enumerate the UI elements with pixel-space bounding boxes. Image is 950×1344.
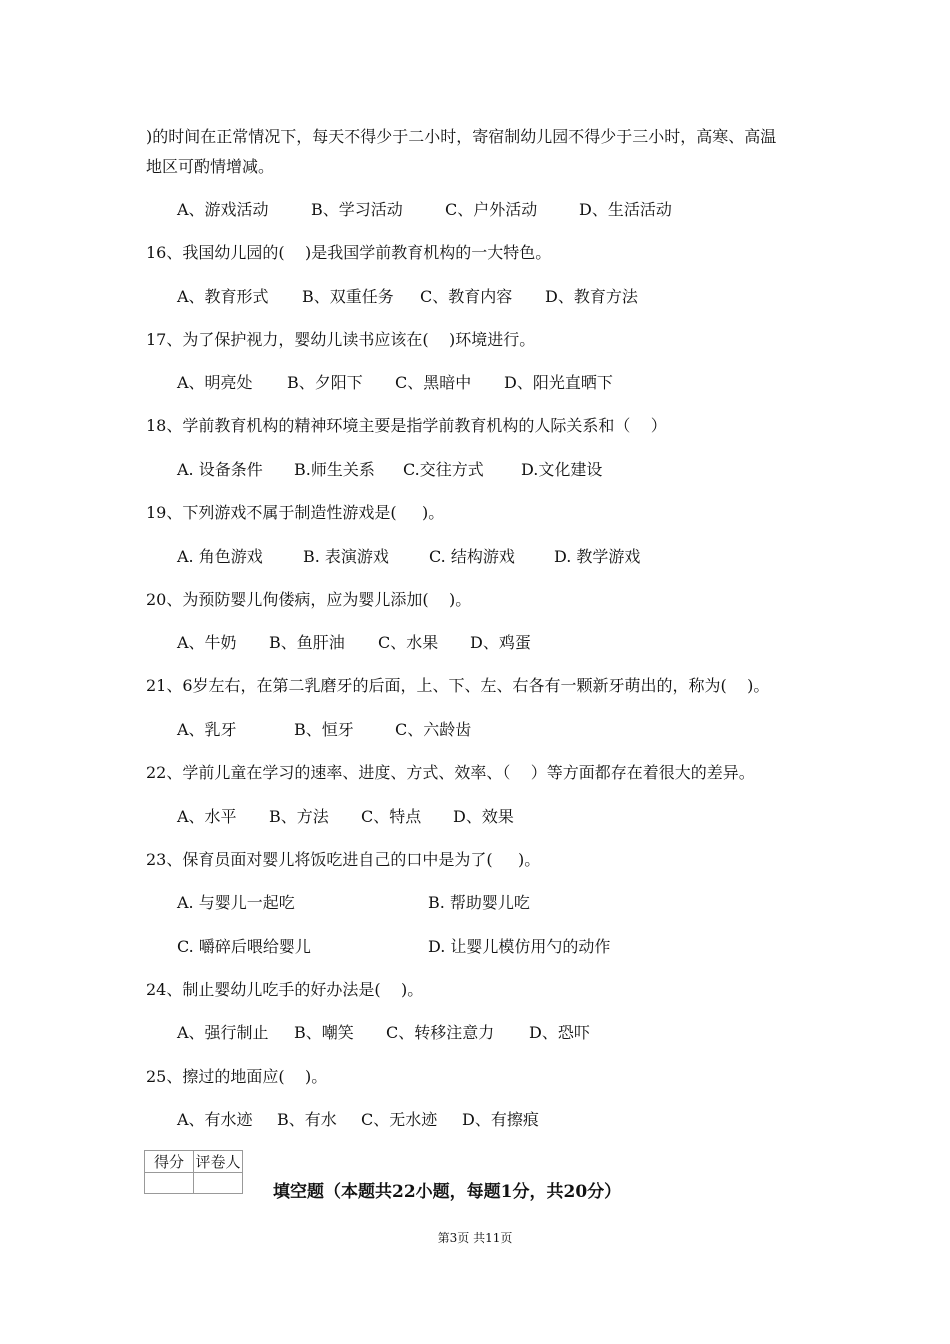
q16-option-b: B、双重任务 — [302, 287, 394, 306]
q17-option-c: C、黑暗中 — [395, 373, 472, 392]
q21-option-a: A、乳牙 — [177, 720, 237, 739]
q24-option-c: C、转移注意力 — [386, 1023, 495, 1042]
q20-stem: 20、为预防婴儿佝偻病，应为婴儿添加( )。 — [146, 590, 472, 609]
q22-stem: 22、学前儿童在学习的速率、进度、方式、效率、（ ）等方面都存在着很大的差异。 — [146, 763, 755, 782]
q24-option-b: B、嘲笑 — [294, 1023, 354, 1042]
q23-stem: 23、保育员面对婴儿将饭吃进自己的口中是为了( )。 — [146, 850, 541, 869]
q16-stem: 16、我国幼儿园的( )是我国学前教育机构的一大特色。 — [146, 243, 552, 262]
q15-option-d: D、生活活动 — [579, 200, 672, 219]
q23-option-a: A. 与婴儿一起吃 — [177, 893, 295, 912]
q25-stem: 25、擦过的地面应( )。 — [146, 1067, 328, 1086]
q21-option-b: B、恒牙 — [294, 720, 354, 739]
q18-stem: 18、学前教育机构的精神环境主要是指学前教育机构的人际关系和（ ） — [146, 416, 667, 435]
q25-option-d: D、有擦痕 — [462, 1110, 539, 1129]
q22-option-a: A、水平 — [177, 807, 237, 826]
q20-option-c: C、水果 — [378, 633, 439, 652]
q21-stem: 21、6岁左右，在第二乳磨牙的后面，上、下、左、右各有一颗新牙萌出的，称为( )。 — [146, 676, 770, 695]
section-title: 填空题（本题共22小题，每题1分，共20分） — [273, 1182, 622, 1202]
q18-option-b: B.师生关系 — [294, 460, 375, 479]
q25-option-a: A、有水迹 — [177, 1110, 253, 1129]
q22-option-c: C、特点 — [361, 807, 422, 826]
q24-option-d: D、恐吓 — [529, 1023, 590, 1042]
q19-option-d: D. 教学游戏 — [554, 547, 641, 566]
q19-option-a: A. 角色游戏 — [177, 547, 263, 566]
q15-option-b: B、学习活动 — [311, 200, 403, 219]
q16-option-c: C、教育内容 — [420, 287, 513, 306]
q24-stem: 24、制止婴幼儿吃手的好办法是( )。 — [146, 980, 424, 999]
q23-option-c: C. 嚼碎后喂给婴儿 — [177, 937, 311, 956]
q22-option-d: D、效果 — [453, 807, 514, 826]
q20-option-d: D、鸡蛋 — [470, 633, 531, 652]
q24-option-a: A、强行制止 — [177, 1023, 269, 1042]
q19-option-c: C. 结构游戏 — [429, 547, 515, 566]
q15-option-c: C、户外活动 — [445, 200, 538, 219]
q15-text-line1: )的时间在正常情况下，每天不得少于二小时，寄宿制幼儿园不得少于三小时，高寒、高温 — [146, 127, 777, 146]
score-cell — [145, 1173, 194, 1194]
q15-text-line2: 地区可酌情增减。 — [146, 157, 275, 176]
score-table — [144, 1150, 243, 1194]
q25-option-c: C、无水迹 — [361, 1110, 438, 1129]
q22-option-b: B、方法 — [269, 807, 329, 826]
q18-option-d: D.文化建设 — [521, 460, 603, 479]
q17-option-b: B、夕阳下 — [287, 373, 363, 392]
q17-stem: 17、为了保护视力，婴幼儿读书应该在( )环境进行。 — [146, 330, 536, 349]
q20-option-a: A、牛奶 — [177, 633, 237, 652]
q20-option-b: B、鱼肝油 — [269, 633, 345, 652]
q15-option-a: A、游戏活动 — [177, 200, 269, 219]
q18-option-a: A. 设备条件 — [177, 460, 263, 479]
q23-option-d: D. 让婴儿模仿用勺的动作 — [428, 937, 611, 956]
page-footer: 第3页 共11页 — [437, 1231, 513, 1245]
score-label: 得分 — [145, 1151, 194, 1173]
grader-cell — [194, 1173, 243, 1194]
q21-option-c: C、六龄齿 — [395, 720, 472, 739]
q16-option-d: D、教育方法 — [545, 287, 638, 306]
q18-option-c: C.交往方式 — [403, 460, 484, 479]
q19-option-b: B. 表演游戏 — [303, 547, 389, 566]
q16-option-a: A、教育形式 — [177, 287, 269, 306]
q25-option-b: B、有水 — [277, 1110, 337, 1129]
grader-label: 评卷人 — [194, 1151, 243, 1173]
q17-option-d: D、阳光直晒下 — [504, 373, 613, 392]
q19-stem: 19、下列游戏不属于制造性游戏是( )。 — [146, 503, 445, 522]
q17-option-a: A、明亮处 — [177, 373, 253, 392]
q23-option-b: B. 帮助婴儿吃 — [428, 893, 530, 912]
